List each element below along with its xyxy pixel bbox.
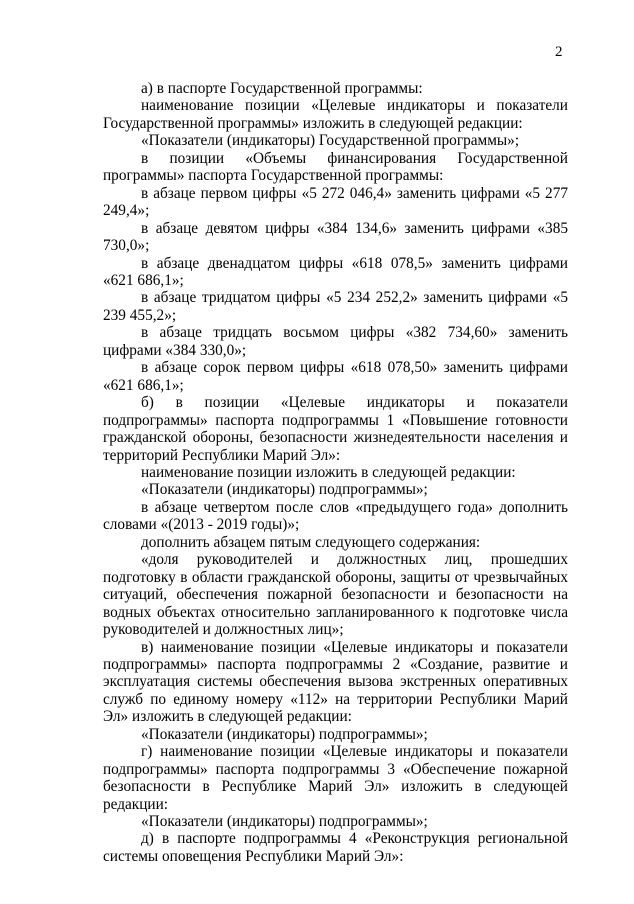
paragraph: в абзаце тридцать восьмом цифры «382 734,60» заменить цифрами «384 330,0»; [103,324,568,359]
paragraph: наименование позиции «Целевые индикаторы и показатели Государственной программы» изложить в следующей редакции: [103,97,568,132]
paragraph: «доля руководителей и должностных лиц, прошедших подготовку в области гражданской обороны, защиты от чрезвычайных ситуаций, обеспечения пожарной безопасности и безопасности на водных объектах относительно запланированного к подготовке числа руководителей и должностных лиц»; [103,551,568,639]
paragraph-g: г) наименование позиции «Целевые индикаторы и показатели подпрограммы» паспорта подпрограммы 3 «Обеспечение пожарной безопасности в Республике Марий Эл» изложить в следующей редакции: [103,743,568,813]
paragraph: в абзаце двенадцатом цифры «618 078,5» заменить цифрами «621 686,1»; [103,254,568,289]
paragraph: в абзаце первом цифры «5 272 046,4» заменить цифрами «5 277 249,4»; [103,184,568,220]
paragraph: в абзаце сорок первом цифры «618 078,50» заменить цифрами «621 686,1»; [103,359,568,394]
paragraph: наименование позиции изложить в следующей редакции: [141,463,516,481]
document-body [103,80,568,865]
paragraph: «Показатели (индикаторы) Государственной программы»; [141,132,520,150]
paragraph: дополнить абзацем пятым следующего содержания: [141,533,481,551]
paragraph-b: б) в позиции «Целевые индикаторы и показатели подпрограммы» паспорта подпрограммы 1 «Повышение готовности гражданской обороны, безопасности жизнедеятельности населения и территорий Республики Марий Эл»: [103,394,568,464]
paragraph: «Показатели (индикаторы) подпрограммы»; [141,725,428,743]
paragraph: в позиции «Объемы финансирования Государственной программы» паспорта Государственной программы: [103,149,568,185]
paragraph: в абзаце четвертом после слов «предыдущего года» дополнить словами «(2013 - 2019 годы)»; [103,498,568,534]
page-number: 2 [555,44,563,60]
paragraph-v: в) наименование позиции «Целевые индикаторы и показатели подпрограммы» паспорта подпрограммы 2 «Создание, развитие и эксплуатация системы обеспечения вызова экстренных оперативных служб по единому номеру «112» на территории Республики Марий Эл» изложить в следующей редакции: [103,638,568,726]
paragraph-a: а) в паспорте Государственной программы: [141,80,423,97]
paragraph-d: д) в паспорте подпрограммы 4 «Реконструкция региональной системы оповещения Республики Марий Эл»: [103,830,568,865]
paragraph: в абзаце девятом цифры «384 134,6» заменить цифрами «385 730,0»; [103,219,568,255]
paragraph: «Показатели (индикаторы) подпрограммы»; [141,813,428,831]
paragraph: «Показатели (индикаторы) подпрограммы»; [141,481,428,499]
paragraph: в абзаце тридцатом цифры «5 234 252,2» заменить цифрами «5 239 455,2»; [103,289,568,324]
